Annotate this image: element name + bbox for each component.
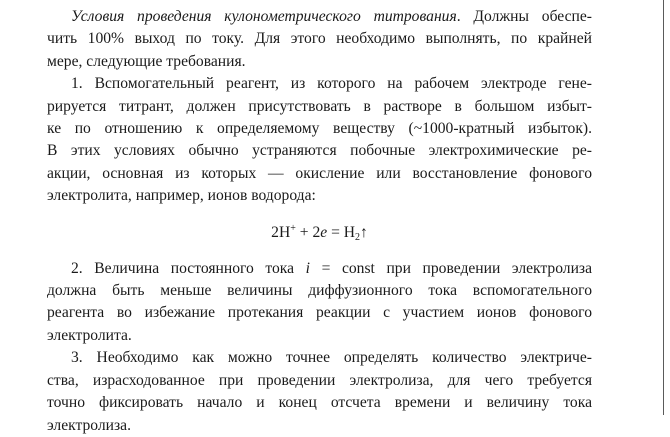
req1-line-2: рируется титрант, должен присутствовать в растворе в большом избыт- [47, 97, 592, 115]
text-body [47, 6, 592, 437]
req3-line-1: 3. Необходимо как можно точнее определять количество электриче- [71, 349, 592, 367]
req2-line-2: должна быть меньше величины диффузионного тока вспомогательного [47, 282, 592, 300]
req1-line-4: В этих условиях обычно устраняются побочные электрохимические ре- [47, 142, 592, 160]
req2-line-1: 2. Величина постоянного тока i = const при проведении электролиза [71, 259, 593, 277]
intro-paragraph [47, 6, 592, 73]
requirement-1 [47, 73, 592, 207]
gas-evolution-arrow-icon: ↑ [360, 223, 368, 241]
req3-line-2: ства, израсходованное при проведении электролиза, для чего требуется [47, 371, 592, 389]
reaction-equation: $2H^+ + 2e = H_2↑$ [271, 222, 368, 243]
requirement-2 [47, 258, 592, 348]
req3-line-3: точно фиксировать начало и конец отсчета времени и величину тока [47, 394, 592, 412]
requirement-3 [47, 347, 592, 437]
req1-line-1: 1. Вспомогательный реагент, из которого на рабочем электроде гене- [71, 75, 592, 93]
req2-line-3: реагента во избежание протекания реакции с участием ионов фонового [47, 304, 592, 322]
intro-line-1: Условия проведения кулонометрического титрования. Должны обеспе- [71, 8, 592, 25]
section-title: Условия проведения кулонометрического титрования [71, 8, 457, 25]
intro-line-2: чить 100% выход по току. Для этого необходимо выполнять, по крайней [47, 30, 592, 48]
page-edge-line [663, 0, 664, 415]
intro-line-3: мере, следующие требования. [47, 52, 246, 70]
req1-line-6: электролита, например, ионов водорода: [47, 187, 316, 205]
req1-line-5: акции, основная из которых — окисление или восстановление фонового [47, 164, 592, 182]
req1-line-3: ке по отношению к определяемому веществу (~1000-кратный избыток). [47, 120, 592, 138]
req3-line-4: электролиза. [47, 416, 131, 434]
req2-line-4: электролита. [47, 326, 132, 344]
